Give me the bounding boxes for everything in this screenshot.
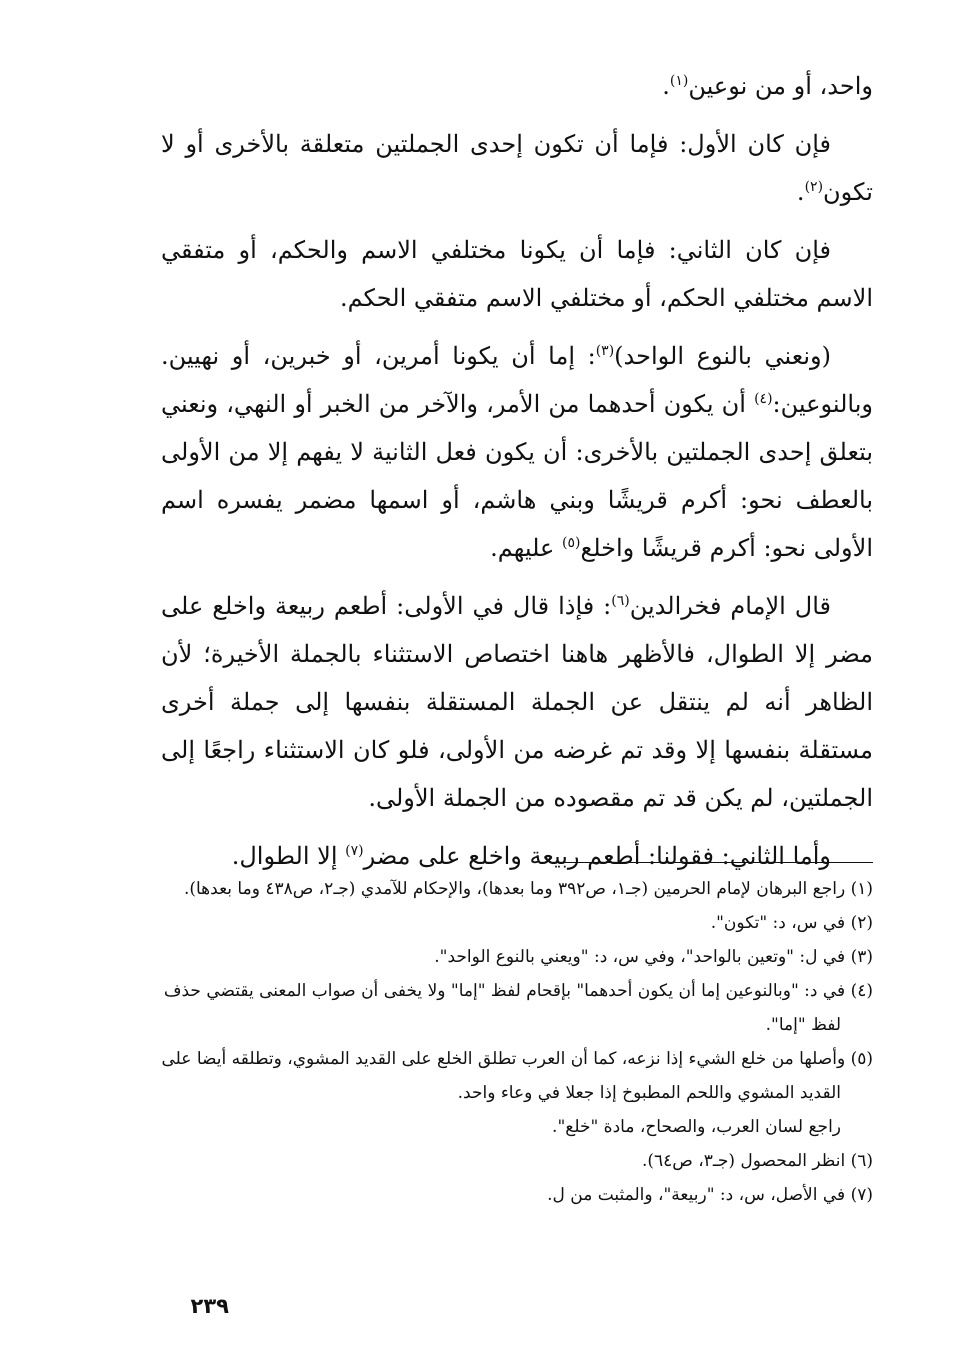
page-number: ٢٣٩ [190,1294,229,1318]
footnote-ref-6: (٦) [611,593,630,609]
paragraph-2-end: . [796,178,805,206]
footnote-ref-7: (٧) [345,843,364,859]
paragraph-5-part-b: : فإذا قال في الأولى: أطعم ربيعة واخلع على مضر إلا الطوال، فالأظهر هاهنا اختصاص الاستثناء بالجملة الأخيرة؛ لأن الظاهر أنه لم ينتقل عن الجملة المستقلة بنفسها إلى جملة أخرى مستقلة بنفسها إلا وقد تم غرضه من الأولى، فلو كان الاستثناء راجعًا إلى الجملتين، لم يكن قد تم مقصوده من الجملة الأولى. [161,592,873,812]
footnote-separator [555,862,873,863]
paragraph-4 [161,332,873,572]
paragraph-4-part-a: (ونعني بالنوع الواحد) [614,342,831,370]
footnote-3: (٣) في ل: "وتعين بالواحد"، وفي س، د: "ويعني بالنوع الواحد". [434,947,873,967]
paragraph-3: فإن كان الثاني: فإما أن يكونا مختلفي الاسم والحكم، أو متفقي الاسم مختلفي الحكم، أو مختلفي الاسم متفقي الحكم. [161,236,873,312]
paragraph-4-part-c: أن يكون أحدهما من الأمر، والآخر من الخبر أو النهي، ونعني بتعلق إحدى الجملتين بالأخرى: أن يكون فعل الثانية لا يفهم إلا من الأولى بالعطف نحو: أكرم قريشًا وبني هاشم، أو اسمها مضمر يفسره اسم الأولى نحو: أكرم قريشًا واخلع [161,390,873,562]
footnote-4: (٤) في د: "وبالنوعين إما أن يكون أحدهما" بإقحام لفظ "إما" ولا يخفى أن صواب المعنى يقتضي حذف لفظ "إما". [163,981,873,1035]
footnote-1: (١) راجع البرهان لإمام الحرمين (جـ١، ص٣٩٢ وما بعدها)، والإحكام للآمدي (جـ٢، ص٤٣٨ وما بعدها). [183,879,873,899]
paragraph-1-text: واحد، أو من نوعين [688,72,873,100]
footnote-ref-1: (١) [669,73,689,89]
paragraph-4-part-b: : إما أن يكونا أمرين، أو خبرين، أو نهيين. وبالنوعين: [161,342,873,418]
paragraph-1-end: . [662,72,670,100]
footnote-ref-4: (٤) [754,391,773,407]
paragraph-6-part-b: إلا الطوال. [231,842,346,870]
footnotes [161,872,873,1212]
main-text [161,62,873,890]
paragraph-1 [161,62,873,110]
footnote-2: (٢) في س، د: "تكون". [710,913,873,933]
footnote-5: (٥) وأصلها من خلع الشيء إذا نزعه، كما أن العرب تطلق الخلع على القديد المشوي، وتطلقه أيضا على القديد المشوي واللحم المطبوخ إذا جعلا في وعاء واحد. [161,1049,873,1103]
footnote-5-reference: راجع لسان العرب، والصحاح، مادة "خلع". [552,1117,841,1137]
paragraph-2-text: فإن كان الأول: فإما أن تكون إحدى الجملتين متعلقة بالأخرى أو لا تكون [161,130,873,206]
paragraph-4-part-d: عليهم. [490,534,562,562]
paragraph-5 [161,582,873,822]
paragraph-6-part-a: وأما الثاني: فقولنا: أطعم ربيعة واخلع على مضر [363,842,831,870]
footnote-ref-3: (٣) [595,343,615,359]
footnote-7: (٧) في الأصل، س، د: "ربيعة"، والمثبت من ل. [547,1185,873,1205]
footnote-6: (٦) انظر المحصول (جـ٣، ص٦٤). [641,1151,873,1171]
paragraph-2 [161,120,873,216]
paragraph-5-part-a: قال الإمام فخرالدين [629,592,831,620]
footnote-ref-2: (٢) [804,179,824,195]
footnote-ref-5: (٥) [561,535,581,551]
